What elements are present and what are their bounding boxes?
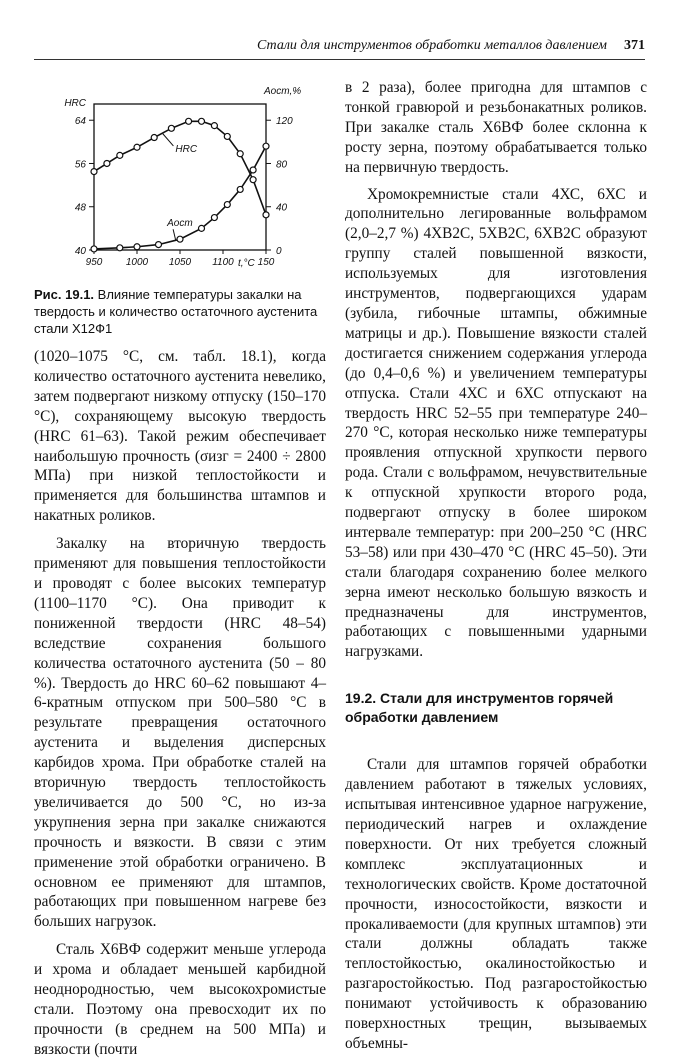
left-column	[34, 78, 326, 1060]
data-point-hrc	[211, 123, 217, 129]
right-axis-label: Aост,%	[264, 86, 302, 97]
x-tick-label: 1000	[125, 257, 149, 268]
left-tick-label: 64	[74, 116, 86, 128]
data-point-austenite	[224, 202, 230, 208]
header-rule	[34, 59, 645, 60]
right-tick-label: 120	[276, 116, 293, 128]
figure-caption-label: Рис. 19.1.	[34, 287, 95, 302]
hrc-label-leader	[163, 134, 174, 146]
data-point-hrc	[91, 169, 97, 175]
austenite-label-leader	[173, 229, 176, 240]
data-point-austenite	[134, 244, 140, 250]
data-point-austenite	[250, 167, 256, 173]
data-point-austenite	[199, 225, 205, 231]
left-paragraph-1: (1020–1075 °С, см. табл. 18.1), когда количество остаточного аустенита невелико, затем подвергают низкому отпуску (150–170 °С), сохраняющему высокую твердость (HRC 61–63). Такой режим обеспечивает наибольшую прочность (σизг = 2400 ÷ 2800 МПа) при низкой теплостойкости и применяется для большинства штампов и накатных роликов.	[34, 348, 326, 525]
data-point-hrc	[151, 135, 157, 141]
data-point-hrc	[199, 118, 205, 124]
left-axis-label: HRC	[64, 98, 86, 109]
x-tick-label: 950	[85, 257, 103, 268]
running-title: Стали для инструментов обработки металлов давлением	[257, 38, 607, 53]
data-point-hrc	[168, 125, 174, 131]
x-tick-label: 1050	[168, 257, 192, 268]
data-point-hrc	[104, 160, 110, 166]
series-line-hrc	[94, 121, 266, 215]
data-point-hrc	[224, 133, 230, 139]
data-point-hrc	[186, 118, 192, 124]
x-tick-label: 1100	[212, 257, 234, 268]
right-tick-label: 40	[276, 202, 288, 214]
data-point-hrc	[263, 212, 269, 218]
data-point-austenite	[117, 245, 123, 251]
data-point-austenite	[263, 143, 269, 149]
x-axis-label: t,°C	[238, 258, 255, 269]
right-column	[345, 78, 647, 1054]
austenite-series-label: Aост	[167, 218, 193, 230]
hardening-chart	[34, 78, 326, 274]
data-point-austenite	[211, 215, 217, 221]
left-tick-label: 56	[74, 159, 86, 171]
data-point-hrc	[117, 152, 123, 158]
right-paragraph-3: Стали для штампов горячей обработки давлением работают в тяжелых условиях, испытывая интенсивное ударное нагружение, периодический нагрев и охлаждение поверхности. От них требуется сложный комплекс эксплуатационных и технологических свойств. Кроме достаточной прочности, износостойкости, вязкости и прокаливаемости (для крупных штампов) эти стали должны обладать также теплостойкостью, окалиностойкостью и разгаростойкостью. Под разгаростойкостью понимают устойчивость к образованию поверхностных трещин, вызываемых объемны-	[345, 756, 647, 1052]
data-point-austenite	[91, 246, 97, 252]
right-tick-label: 80	[276, 159, 288, 171]
right-paragraph-1: в 2 раза), более пригодна для штампов с тонкой гравюрой и резьбонакатных роликов. При закалке сталь Х6ВФ более склонна к росту зерна, поэтому обрабатывается только на первичную твердость.	[345, 79, 647, 176]
figure-19-1	[34, 78, 326, 274]
right-paragraph-2: Хромокремнистые стали 4ХС, 6ХС и дополнительно легированные вольфрамом (2,0–2,7 %) 4ХВ2С, 5ХВ2С, 6ХВ2С образуют группу сталей повышенной вязкости, используемых для изготовления инструментов, подвергающихся ударам (зубила, гибочные штампы, обжимные матрицы и др.). Повышение вязкости сталей достигается снижением содержания углерода (до 0,4–0,6 %) и увеличением температуры отпуска. Стали 4ХС и 6ХС отпускают на твердость HRC 52–55 при температуре 240–270 °С, которая несколько ниже температуры проявления отпускной хрупкости первого рода. Стали с вольфрамом, нечувствительные к отпускной хрупкости второго рода, подвергают отпуску в более широком интервале температур: при 200–250 °С (HRC 53–58) или при 430–470 °С (HRC 45–50). Эти стали благодаря сохранению более мелкого зерна имеют несколько большую вязкость и предназначены для инструментов, работающих с повышенными ударными нагрузками.	[345, 185, 647, 661]
left-paragraph-2: Закалку на вторичную твердость применяют для повышения теплостойкости и проводят с более высоких температур (1100–1170 °С). Она приводит к пониженной твердости (HRC 48–54) вследствие сохранения большого количества остаточного аустенита (50 – 80 %). Твердость до HRC 60–62 повышают 4–6-кратным отпуском при 500–580 °С в результате превращения остаточного аустенита и выделения дисперсных карбидов хрома. При обработке сталей на вторичную твердость теплостойкость увеличивается до 500 °С, но из-за укрупнения зерна при закалке снижаются прочность и вязкости. В связи с этим применение этой обработки ограничено. В основном ее применяют для штампов, работающих при повышенном нагреве без больших нагрузок.	[34, 535, 326, 931]
section-number: 19.2.	[345, 690, 377, 707]
right-tick-label: 0	[276, 246, 282, 257]
data-point-hrc	[237, 151, 243, 157]
data-point-hrc	[250, 177, 256, 183]
left-tick-label: 40	[74, 246, 86, 257]
x-tick-label: 150	[257, 257, 275, 268]
running-header	[34, 36, 645, 58]
hrc-series-label: HRC	[175, 143, 198, 155]
page-number: 371	[624, 38, 645, 53]
section-heading	[345, 689, 647, 727]
data-point-austenite	[237, 186, 243, 192]
data-point-austenite	[156, 242, 162, 248]
data-point-austenite	[177, 236, 183, 242]
figure-caption	[34, 286, 326, 337]
series-line-austenite	[94, 143, 266, 249]
section-title: Стали для инструментов горячей обработки давлением	[345, 690, 614, 726]
left-tick-label: 48	[74, 202, 86, 214]
left-paragraph-3: Сталь Х6ВФ содержит меньше углерода и хрома и обладает меньшей карбидной неоднородностью, чем высокохромистые стали. Поэтому она превосходит их по прочности (в среднем на 500 МПа) и вязкости (почти	[34, 941, 326, 1058]
figure-caption-text: Влияние температуры закалки на твердость и количество остаточного аустенита стали Х12Ф1	[34, 287, 318, 336]
data-point-hrc	[134, 144, 140, 150]
